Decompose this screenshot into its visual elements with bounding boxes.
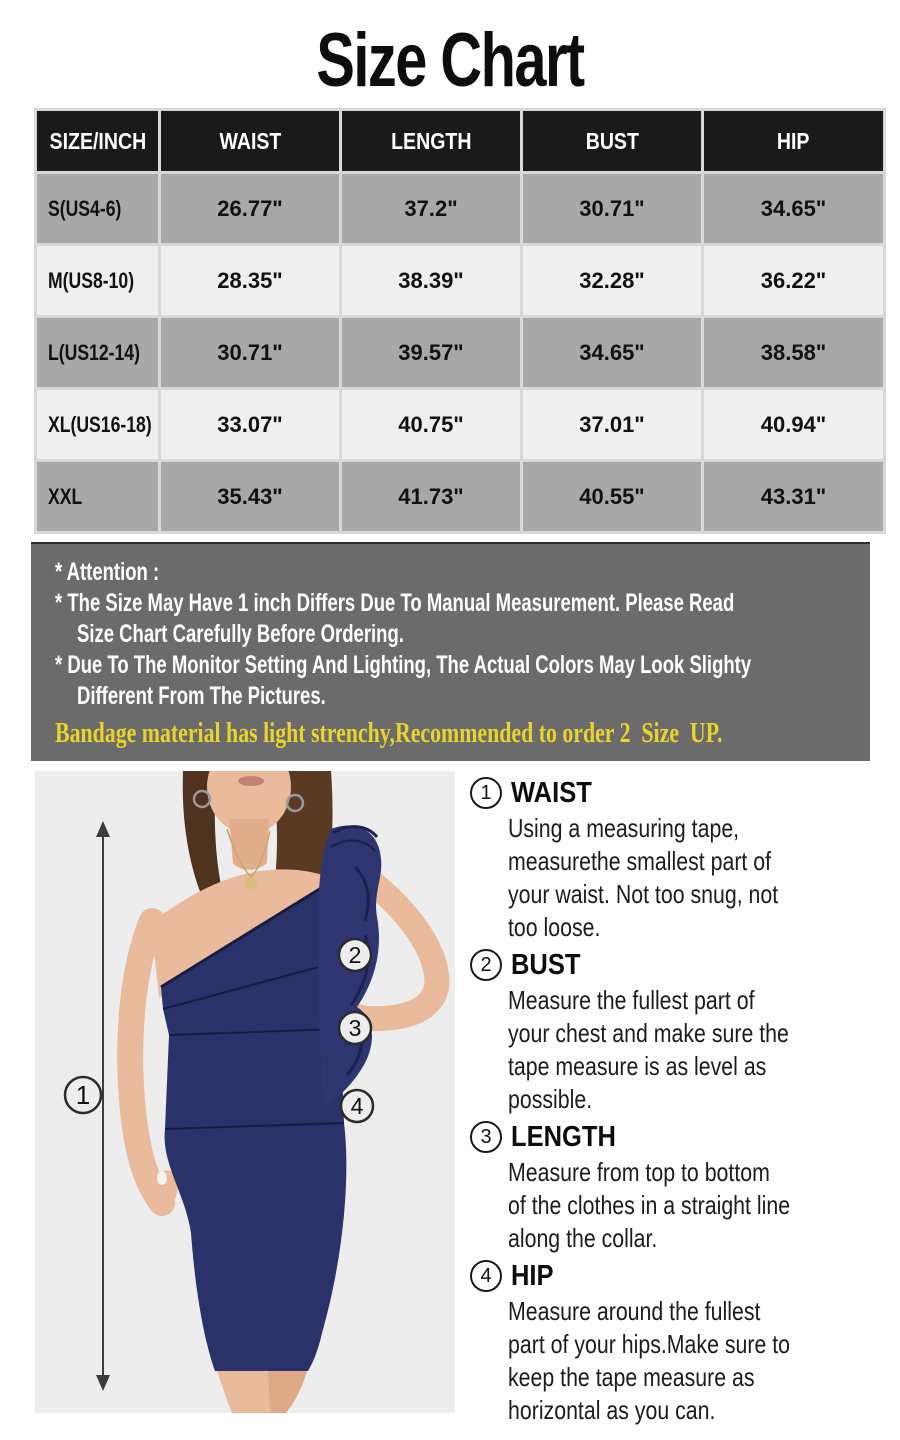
size-cell: 41.73" [342,462,520,531]
instruction-body: Measure around the fullest part of your hips.Make sure to keep the tape measure as horizontal as you can. [508,1296,791,1425]
marker-2 [339,939,371,971]
size-cell: 26.77" [161,174,339,243]
size-cell: 28.35" [161,246,339,315]
size-label: XL(US16-18) [37,390,158,459]
attention-line: * Due To The Monitor Setting And Lighting, The Actual Colors May Look Slighty [55,651,752,679]
instruction-body: Measure the fullest part of your chest and make sure the tape measure is as level as possible. [508,985,789,1114]
measure-instructions [470,771,870,1430]
size-cell: 40.55" [523,462,701,531]
instruction-waist [470,775,870,944]
column-header-size: SIZE/INCH [37,111,158,171]
marker-4-number: 4 [350,1093,364,1119]
size-cell: 36.22" [704,246,883,315]
column-header-waist: WAIST [161,111,339,171]
size-cell: 37.2" [342,174,520,243]
attention-line: * The Size May Have 1 inch Differs Due To Manual Measurement. Please Read [55,589,735,617]
size-cell: 43.31" [704,462,883,531]
circle-3-badge: 3 [470,1121,502,1153]
instruction-heading [470,1258,870,1294]
lips [238,776,264,786]
instruction-hip [470,1258,870,1427]
size-cell: 30.71" [523,174,701,243]
instruction-heading [470,1119,870,1155]
fingernail [157,1171,167,1185]
size-cell: 38.39" [342,246,520,315]
marker-4 [341,1090,373,1122]
size-cell: 34.65" [523,318,701,387]
size-cell: 38.58" [704,318,883,387]
attention-line: Size Chart Carefully Before Ordering. [77,620,404,648]
size-label: M(US8-10) [37,246,158,315]
instruction-body: Using a measuring tape, measurethe smallest part of your waist. Not too snug, not too loose. [508,813,779,942]
dress-figure-illustration [35,771,455,1413]
attention-title-line: * Attention : [55,558,160,586]
size-cell: 30.71" [161,318,339,387]
table-row-s [37,174,883,243]
highlight-note: Bandage material has light strenchy,Recommended to order 2 Size UP. [55,718,723,749]
header-row [37,111,883,171]
table-row-xl [37,390,883,459]
dress-photo [35,771,455,1413]
marker-3-number: 3 [348,1015,362,1041]
instruction-label: WAIST [511,776,592,809]
instruction-bust [470,947,870,1116]
size-cell: 40.94" [704,390,883,459]
column-header-bust: BUST [523,111,701,171]
attention-box [31,542,870,761]
size-cell: 40.75" [342,390,520,459]
instruction-length [470,1119,870,1255]
size-cell: 37.01" [523,390,701,459]
instruction-heading [470,775,870,811]
circle-1-badge: 1 [470,777,502,809]
marker-2-number: 2 [348,942,362,968]
size-cell: 33.07" [161,390,339,459]
instruction-heading [470,947,870,983]
size-cell: 34.65" [704,174,883,243]
instruction-label: HIP [511,1259,554,1292]
size-table [34,108,886,534]
table-row-m [37,246,883,315]
instruction-label: BUST [511,948,581,981]
size-cell: 39.57" [342,318,520,387]
instruction-label: LENGTH [511,1120,616,1153]
size-label: S(US4-6) [37,174,158,243]
circle-4-badge: 4 [470,1260,502,1292]
attention-line: Different From The Pictures. [77,682,326,710]
table-row-l [37,318,883,387]
size-label: XXL [37,462,158,531]
size-label: L(US12-14) [37,318,158,387]
marker-3 [339,1012,371,1044]
dress-peplum [165,1029,344,1129]
necklace-pendant [245,877,257,889]
instruction-body: Measure from top to bottom of the clothes in a straight line along the collar. [508,1157,791,1253]
marker-1-number: 1 [75,1080,91,1110]
marker-1 [65,1077,101,1113]
size-cell: 35.43" [161,462,339,531]
measure-guide-section [35,771,885,1430]
size-cell: 32.28" [523,246,701,315]
column-header-hip: HIP [704,111,883,171]
page-title: Size Chart [316,18,584,103]
table-row-xxl [37,462,883,531]
circle-2-badge: 2 [470,949,502,981]
column-header-length: LENGTH [342,111,520,171]
neck [229,819,269,870]
